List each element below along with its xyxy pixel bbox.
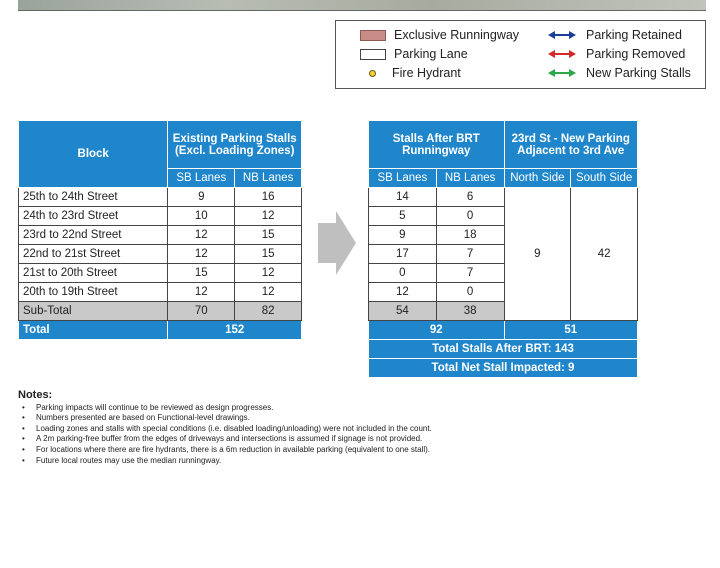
north-side-header: North Side [504, 169, 571, 188]
legend-label: Parking Removed [586, 47, 686, 61]
nb-cell: 6 [436, 188, 504, 207]
north-side-value: 9 [504, 188, 571, 321]
subtotal-row [19, 302, 302, 321]
sb-cell: 5 [369, 207, 437, 226]
new-parking-header: 23rd St - New Parking Adjacent to 3rd Ave [504, 121, 638, 169]
nb-lanes-header: NB Lanes [235, 169, 302, 188]
legend-item-new-parking [548, 65, 691, 81]
nb-cell: 7 [436, 245, 504, 264]
legend-label: Fire Hydrant [392, 66, 461, 80]
nb-cell: 7 [436, 264, 504, 283]
note-item: • Parking impacts will continue to be reviewed as design progresses. [36, 403, 708, 414]
table-row [19, 188, 302, 207]
note-item: • Future local routes may use the median runningway. [36, 456, 708, 467]
note-item: • Numbers presented are based on Functional-level drawings. [36, 413, 708, 424]
sb-cell: 12 [168, 245, 235, 264]
nb-cell: 18 [436, 226, 504, 245]
nb-cell: 12 [235, 207, 302, 226]
sb-cell: 12 [168, 283, 235, 302]
legend-label: Exclusive Runningway [394, 28, 520, 42]
subtotal-label: Sub-Total [19, 302, 168, 321]
total-stalls-value: 92 [369, 321, 505, 340]
sb-cell: 14 [369, 188, 437, 207]
legend [335, 20, 706, 89]
sb-subtotal: 54 [369, 302, 437, 321]
sb-cell: 10 [168, 207, 235, 226]
table-row [19, 283, 302, 302]
nb-cell: 12 [235, 283, 302, 302]
block-cell: 25th to 24th Street [19, 188, 168, 207]
table-row [19, 226, 302, 245]
nb-cell: 12 [235, 264, 302, 283]
table-row [369, 188, 638, 207]
table-row [19, 264, 302, 283]
existing-parking-table [18, 120, 302, 340]
sb-cell: 9 [168, 188, 235, 207]
sb-subtotal: 70 [168, 302, 235, 321]
notes-title: Notes: [18, 389, 53, 401]
notes-list [18, 403, 708, 467]
map-image-strip [18, 0, 706, 11]
nb-cell: 15 [235, 245, 302, 264]
right-arrow-icon [318, 211, 356, 275]
total-after-brt: Total Stalls After BRT: 143 [369, 340, 638, 359]
total-new-value: 51 [504, 321, 638, 340]
table-row [19, 245, 302, 264]
block-cell: 24th to 23rd Street [19, 207, 168, 226]
double-arrow-icon [548, 68, 576, 78]
fire-hydrant-icon [360, 66, 384, 80]
legend-label: Parking Lane [394, 47, 468, 61]
legend-item-runningway [360, 27, 519, 43]
legend-item-parking-removed [548, 46, 685, 62]
sb-cell: 0 [369, 264, 437, 283]
nb-cell: 15 [235, 226, 302, 245]
south-side-value: 42 [571, 188, 638, 321]
sb-lanes-header: SB Lanes [168, 169, 235, 188]
existing-stalls-header: Existing Parking Stalls (Excl. Loading Zones) [168, 121, 302, 169]
notes-section [18, 390, 708, 466]
total-label: Total [19, 321, 168, 340]
block-cell: 23rd to 22nd Street [19, 226, 168, 245]
nb-cell: 0 [436, 283, 504, 302]
legend-label: Parking Retained [586, 28, 682, 42]
sb-cell: 17 [369, 245, 437, 264]
total-after-row [369, 340, 638, 359]
total-value: 152 [168, 321, 302, 340]
block-header: Block [19, 121, 168, 188]
double-arrow-icon [548, 49, 576, 59]
stalls-after-brt-header: Stalls After BRT Runningway [369, 121, 505, 169]
sb-cell: 12 [369, 283, 437, 302]
sb-lanes-header: SB Lanes [369, 169, 437, 188]
nb-subtotal: 38 [436, 302, 504, 321]
total-row [19, 321, 302, 340]
sb-cell: 9 [369, 226, 437, 245]
net-impacted-row [369, 359, 638, 378]
nb-cell: 0 [436, 207, 504, 226]
note-item: • For locations where there are fire hydrants, there is a 6m reduction in available parking (equivalent to one stall). [36, 445, 708, 456]
legend-label: New Parking Stalls [586, 66, 691, 80]
parking-lane-swatch [360, 49, 386, 60]
block-cell: 22nd to 21st Street [19, 245, 168, 264]
block-cell: 21st to 20th Street [19, 264, 168, 283]
total-row [369, 321, 638, 340]
sb-cell: 15 [168, 264, 235, 283]
block-cell: 20th to 19th Street [19, 283, 168, 302]
note-item: • Loading zones and stalls with special conditions (i.e. disabled loading/unloading) were not included in the count. [36, 424, 708, 435]
legend-item-fire-hydrant [360, 65, 461, 81]
table-row [19, 207, 302, 226]
legend-item-parking-retained [548, 27, 682, 43]
runningway-swatch [360, 30, 386, 41]
sb-cell: 12 [168, 226, 235, 245]
note-item: • A 2m parking-free buffer from the edges of driveways and intersections is assumed if signage is not provided. [36, 434, 708, 445]
nb-cell: 16 [235, 188, 302, 207]
double-arrow-icon [548, 30, 576, 40]
nb-lanes-header: NB Lanes [436, 169, 504, 188]
nb-subtotal: 82 [235, 302, 302, 321]
net-stall-impacted: Total Net Stall Impacted: 9 [369, 359, 638, 378]
after-brt-table [368, 120, 638, 378]
legend-item-parking-lane [360, 46, 468, 62]
south-side-header: South Side [571, 169, 638, 188]
